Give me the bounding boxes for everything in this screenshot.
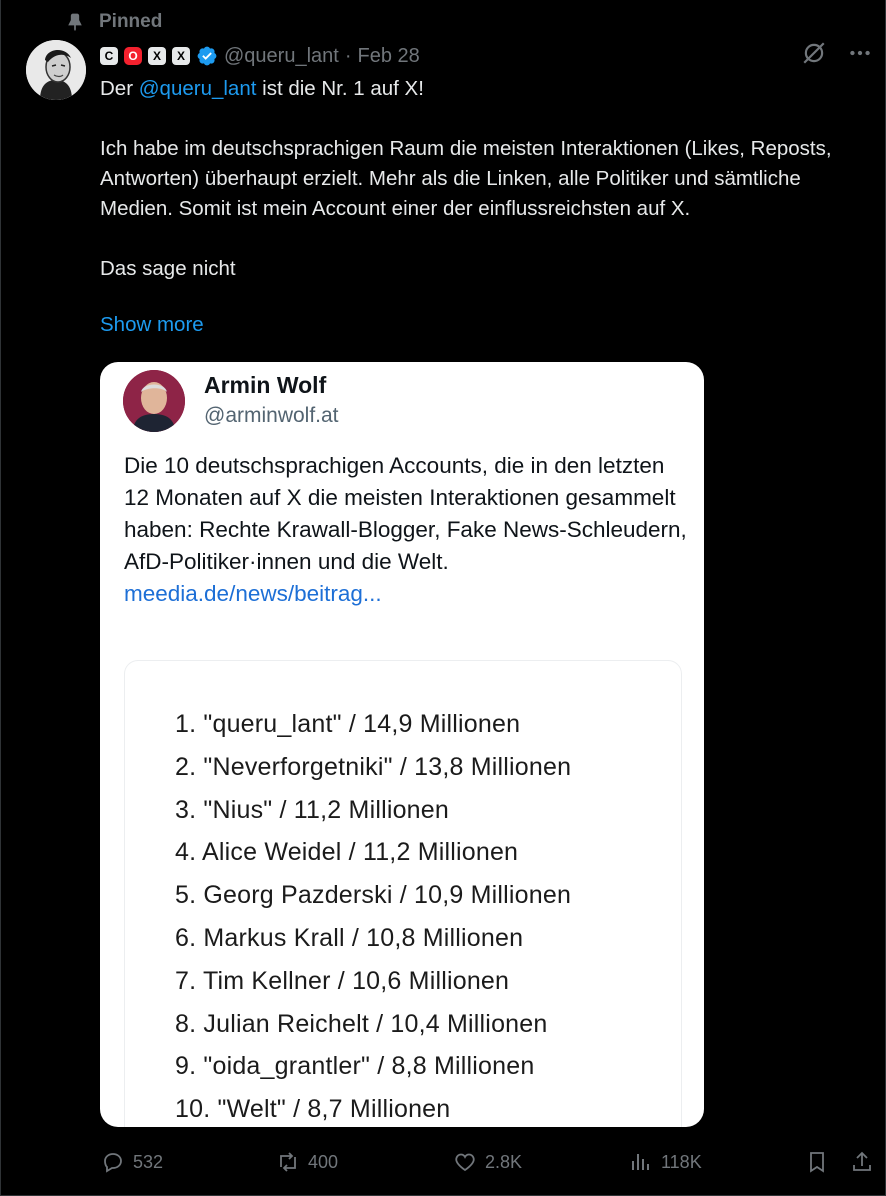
mention-link[interactable]: @queru_lant <box>138 77 257 100</box>
embedded-text: Die 10 deutschsprachigen Accounts, die in den letzten 12 Monaten auf X die meisten Interaktionen gesammelt haben: Rechte Krawall-Blogger, Fake News-Schleudern, AfD-Politiker·innen und die Welt. meedia.de/news/beitrag... <box>124 450 694 610</box>
ranking-item: 6. Markus Krall / 10,8 Millionen <box>175 923 524 952</box>
ranking-item: 3. "Nius" / 11,2 Millionen <box>175 795 449 824</box>
emoji-badge-2: O <box>124 47 142 65</box>
pinned-indicator <box>65 10 162 34</box>
tweet-paragraph-2: Ich habe im deutschsprachigen Raum die meisten Interaktionen (Likes, Reposts, Antworten) überhaupt erzielt. Mehr als die Linken, alle Politiker und sämtliche Medien. Somit ist mein Account einer der einflussreichsten auf X. <box>100 137 832 220</box>
reply-icon <box>101 1150 125 1174</box>
more-options-icon[interactable] <box>847 40 873 66</box>
action-bar <box>1 1146 886 1178</box>
tweet-body <box>100 74 870 284</box>
like-count: 2.8K <box>485 1151 523 1172</box>
embedded-avatar <box>123 370 185 432</box>
emoji-badge-1: C <box>100 47 118 65</box>
bookmark-button[interactable] <box>805 1146 829 1178</box>
tweet-image[interactable] <box>100 362 704 1127</box>
repost-count: 400 <box>308 1151 339 1172</box>
bookmark-icon <box>805 1150 829 1174</box>
ranking-item: 7. Tim Kellner / 10,6 Millionen <box>175 966 510 995</box>
repost-icon <box>276 1150 300 1174</box>
tweet-header <box>100 41 420 71</box>
emoji-badge-3: X <box>148 47 166 65</box>
embedded-author-name: Armin Wolf <box>204 372 327 398</box>
grok-icon[interactable] <box>801 40 827 66</box>
ranking-item: 5. Georg Pazderski / 10,9 Millionen <box>175 881 572 910</box>
repost-button[interactable] <box>276 1146 338 1178</box>
like-button[interactable] <box>453 1146 522 1178</box>
reply-count: 532 <box>133 1151 164 1172</box>
author-handle[interactable]: @queru_lant <box>224 44 339 67</box>
ranking-list <box>175 703 571 1127</box>
ranking-item: 10. "Welt" / 8,7 Millionen <box>175 1095 451 1124</box>
show-more-link[interactable]: Show more <box>100 313 204 336</box>
share-button[interactable] <box>850 1146 874 1178</box>
reply-button[interactable] <box>101 1146 163 1178</box>
embedded-link: meedia.de/news/beitrag... <box>124 581 382 606</box>
author-avatar[interactable] <box>26 40 86 100</box>
ranking-item: 9. "oida_grantler" / 8,8 Millionen <box>175 1052 535 1081</box>
ranking-item: 1. "queru_lant" / 14,9 Millionen <box>175 710 521 738</box>
ranking-item: 4. Alice Weidel / 11,2 Millionen <box>175 838 519 867</box>
views-count: 118K <box>661 1151 702 1172</box>
tweet-date[interactable]: Feb 28 <box>357 44 420 67</box>
pinned-label: Pinned <box>99 11 163 32</box>
views-button[interactable] <box>629 1146 702 1178</box>
emoji-badge-4: X <box>172 47 190 65</box>
ranking-item: 8. Julian Reichelt / 10,4 Millionen <box>175 1009 548 1038</box>
verified-badge-icon[interactable] <box>196 45 218 67</box>
tweet-line-1: Der @queru_lant ist die Nr. 1 auf X! <box>100 77 424 100</box>
header-separator: · <box>344 44 352 67</box>
pin-icon <box>65 12 85 32</box>
heart-icon <box>453 1150 477 1174</box>
embedded-author-handle: @arminwolf.at <box>204 404 339 427</box>
tweet-paragraph-3: Das sage nicht <box>100 257 236 280</box>
ranking-item: 2. "Neverforgetniki" / 13,8 Millionen <box>175 752 572 781</box>
share-icon <box>850 1150 874 1174</box>
views-icon <box>629 1150 653 1174</box>
ranking-card <box>124 660 682 1127</box>
header-actions <box>801 40 873 66</box>
